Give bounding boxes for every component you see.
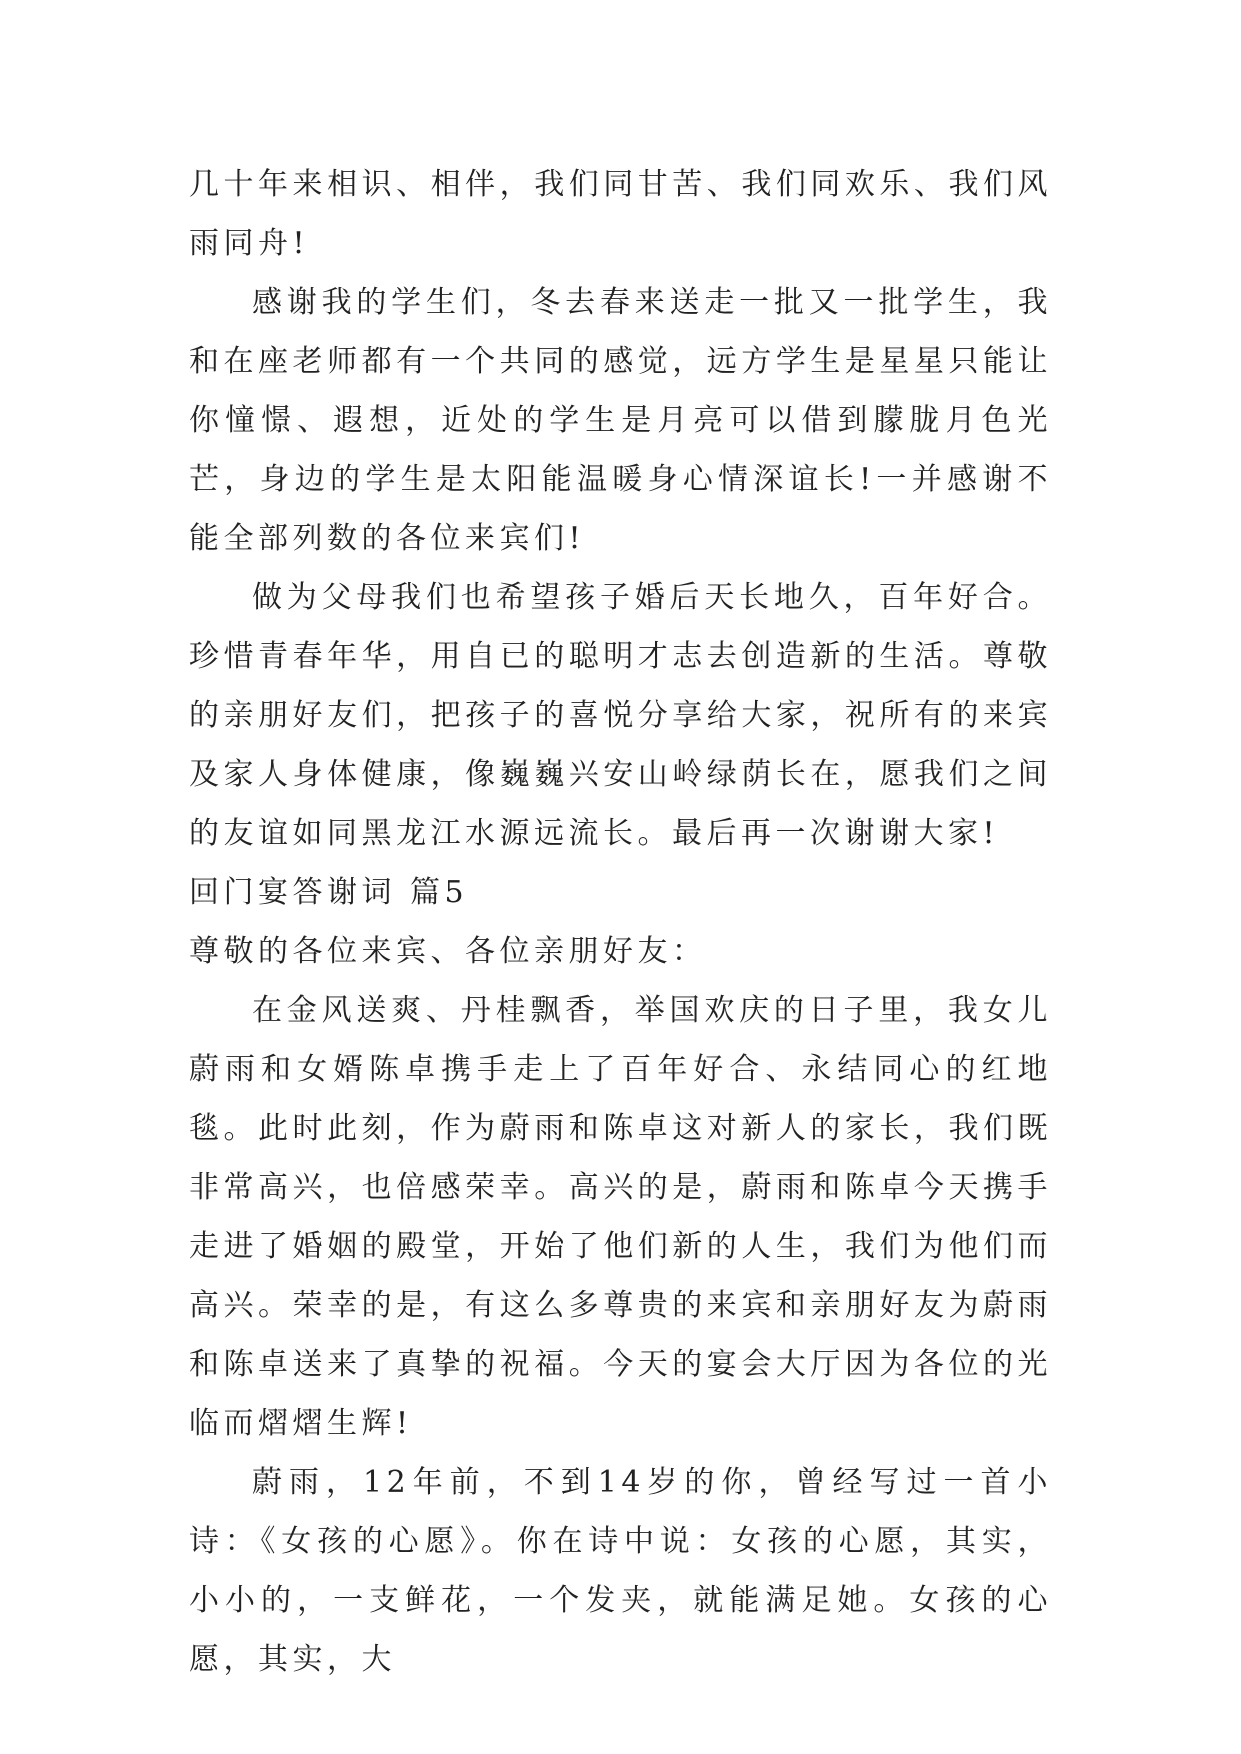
- paragraph-5: 蔚雨，12年前，不到14岁的你，曾经写过一首小诗：《女孩的心愿》。你在诗中说：女孩的心愿，其实，小小的，一支鲜花，一个发夹，就能满足她。女孩的心愿，其实，大: [189, 1465, 1052, 1677]
- salutation: 尊敬的各位来宾、各位亲朋好友：: [189, 934, 707, 969]
- paragraph-2: 感谢我的学生们，冬去春来送走一批又一批学生，我和在座老师都有一个共同的感觉，远方学生是星星只能让你憧憬、遐想，近处的学生是月亮可以借到朦胧月色光芒，身边的学生是太阳能温暖身心情深谊长!一并感谢不能全部列数的各位来宾们!: [189, 285, 1052, 556]
- section-heading: 回门宴答谢词 篇5: [189, 875, 469, 910]
- paragraph-4: 在金风送爽、丹桂飘香，举国欢庆的日子里，我女儿蔚雨和女婿陈卓携手走上了百年好合、永结同心的红地毯。此时此刻，作为蔚雨和陈卓这对新人的家长，我们既非常高兴，也倍感荣幸。高兴的是，蔚雨和陈卓今天携手走进了婚姻的殿堂，开始了他们新的人生，我们为他们而高兴。荣幸的是，有这么多尊贵的来宾和亲朋好友为蔚雨和陈卓送来了真挚的祝福。今天的宴会大厅因为各位的光临而熠熠生辉!: [189, 993, 1052, 1441]
- paragraph-1: 几十年来相识、相伴，我们同甘苦、我们同欢乐、我们风雨同舟!: [189, 167, 1052, 261]
- document-body: [189, 155, 1052, 1689]
- paragraph-3: 做为父母我们也希望孩子婚后天长地久，百年好合。珍惜青春年华，用自已的聪明才志去创造新的生活。尊敬的亲朋好友们，把孩子的喜悦分享给大家，祝所有的来宾及家人身体健康，像巍巍兴安山岭绿荫长在，愿我们之间的友谊如同黑龙江水源远流长。最后再一次谢谢大家!: [189, 580, 1052, 851]
